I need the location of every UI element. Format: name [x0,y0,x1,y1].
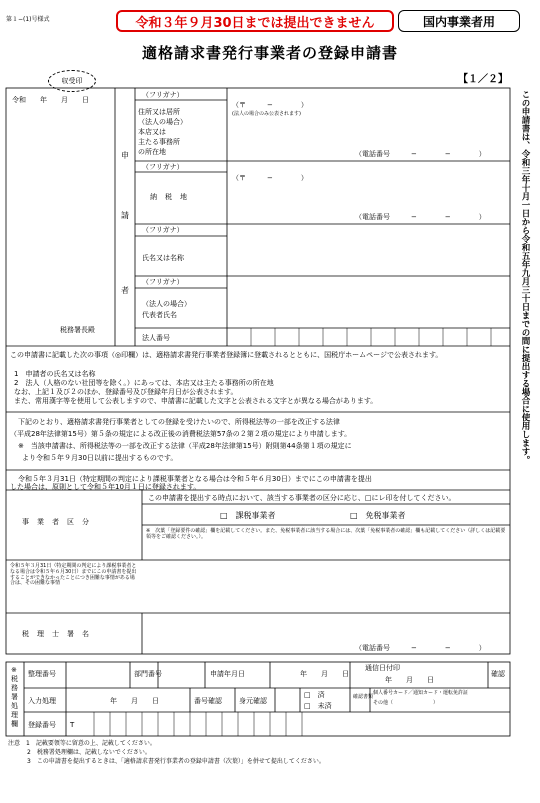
domestic-badge: 国内事業者用 [398,10,520,32]
declaration-0: 下記のとおり、適格請求書発行事業者としての登録を受けたいので、所得税法等の一部を改正する法律 [18,418,340,426]
page-indicator: 【１／２】 [458,74,508,85]
footnote-2: 2 税務署処理欄は、記載しないでください。 [27,749,151,756]
furigana-label-rep: （フリガナ） [142,278,184,286]
furigana-label-tax-place: （フリガナ） [142,163,184,171]
business-class-note: ※ 次葉「登録要件の確認」欄を記載してください。また、免税事業者に該当する場合には、次葉「免税事業者の確認」欄も記載してください（詳しくは記載要領等をご確認ください。）。 [146,528,506,540]
docs-label: 確認書類 [353,694,374,700]
declaration-1: （平成28年法律第15号）第５条の規定による改正後の消費税法第57条の２第２項の規定により申請します。 [10,430,352,438]
publication-note-4: また、常用漢字等を使用して公表しますので、申請書に記載した文字と公表される文字とが異なる場合があります。 [14,397,378,405]
docs-other: その他（ ） [373,700,439,706]
address-postal[interactable]: （〒 − ） [232,101,308,109]
tax-place-phone[interactable]: （電話番号 − − ） [355,213,486,221]
publication-note-3: なお、上記１及び２のほか、登録番号及び登録年月日が公表されます。 [14,388,238,396]
tax-place-label: 納税地 [150,193,195,201]
input-process-label: 入力処理 [28,697,56,705]
form-number: 第１−(1)号様式 [6,16,50,23]
not-done-checkbox[interactable]: □ 未済 [304,702,332,710]
option-taxable[interactable]: □ 課税事業者 [220,511,276,520]
declaration-3: より令和５年９月30日以前に提出するものです。 [22,454,178,462]
address-label-2: （法人の場合） [138,118,187,126]
furigana-label-address: （フリガナ） [142,91,184,99]
applicant-char-1: 申 [121,151,129,160]
reg-prefix: T [70,721,75,729]
dept-number-label: 部門番号 [134,670,162,678]
input-process-ymd: 年 月 日 [110,697,159,705]
application-date[interactable]: 令和 年 月 日 [12,96,89,104]
tax-office-label: 税務署長殿 [60,326,95,334]
footnote-3: 3 この申請書を提出するときは、「適格請求書発行事業者の登録申請書（次葉）」を併せて提出してください。 [27,758,325,765]
comm-date-label: 通信日付印 [365,664,400,672]
receipt-stamp: 収受印 [48,70,96,92]
application-date-label: 申請年月日 [210,670,245,678]
docs-options: 個人番号カード／通知カード・運転免許証 [373,690,469,696]
address-label-1: 住所又は居所 [138,108,180,116]
side-note: この申請書は、令和三年十月一日から令和五年九月三十日までの間に提出する場合に使用します。 [520,90,530,464]
business-class-instruction: この申請書を提出する時点において、該当する事業者の区分に応じ、□にレ印を付してください。 [148,494,456,502]
tax-place-postal[interactable]: （〒 − ） [232,174,308,182]
address-note: (法人の場合のみ公表されます) [232,111,301,117]
applicant-char-3: 者 [121,286,129,295]
publication-note-1: 1 申請者の氏名又は名称 [14,370,96,378]
application-date-ymd: 年 月 日 [300,670,349,678]
deadline-note-1: した場合は、原則として令和５年10月１日に登録されます。 [10,483,201,491]
difficulty-label: 令和５年３月31日（特定期間の判定により課税事業者となる場合は令和５年６月30日）までにこの申請書を提出することができなかったことにつき困難な事情がある場合は、その困難な事情 [10,563,137,587]
deadline-note-0: 令和５年３月31日（特定期間の判定により課税事業者となる場合は令和５年６月30日）までにこの申請書を提出 [18,475,372,483]
accountant-phone[interactable]: （電話番号 − − ） [355,644,486,652]
name-label: 氏名又は名称 [142,254,184,262]
address-phone[interactable]: （電話番号 − − ） [355,150,486,158]
publication-note-0: この申請書に記載した次の事項（◎印欄）は、適格請求書発行事業者登録簿に登載されるとともに、国税庁ホームページで公表されます。 [10,351,443,359]
applicant-char-2: 請 [121,211,129,220]
rep-label-2: 代表者氏名 [142,311,177,319]
done-checkbox[interactable]: □ 済 [304,691,325,699]
address-label-5: の所在地 [138,148,166,156]
number-confirm-label: 番号確認 [194,697,222,705]
deadline-banner: 令和３年９月30日までは提出できません [116,10,394,32]
confirm-label: 確認 [491,670,505,678]
reg-number-label: 登録番号 [28,721,56,729]
corp-number-label: 法人番号 [142,334,170,342]
publication-note-2: 2 法人（人格のない社団等を除く。）にあっては、本店又は主たる事務所の所在地 [14,379,274,387]
declaration-2: ※ 当該申請書は、所得税法等の一部を改正する法律（平成28年法律第15号）附則第44条第１項の規定に [18,442,352,450]
comm-date-ymd: 年 月 日 [385,676,434,684]
office-use-side-label: ※税務署処理欄 [11,666,18,728]
identity-confirm-label: 身元確認 [239,697,267,705]
business-class-label: 事業者区分 [22,518,97,526]
rep-label-1: （法人の場合） [142,300,191,308]
document-title: 適格請求書発行事業者の登録申請書 [141,44,398,62]
footnote-1: 注意 1 記載要領等に留意の上、記載してください。 [8,740,156,747]
address-label-4: 主たる事務所 [138,138,180,146]
ref-number-label: 整理番号 [28,670,56,678]
furigana-label-name: （フリガナ） [142,226,184,234]
accountant-label: 税理士署名 [22,630,97,638]
address-label-3: 本店又は [138,128,166,136]
option-exempt[interactable]: □ 免税事業者 [350,511,406,520]
